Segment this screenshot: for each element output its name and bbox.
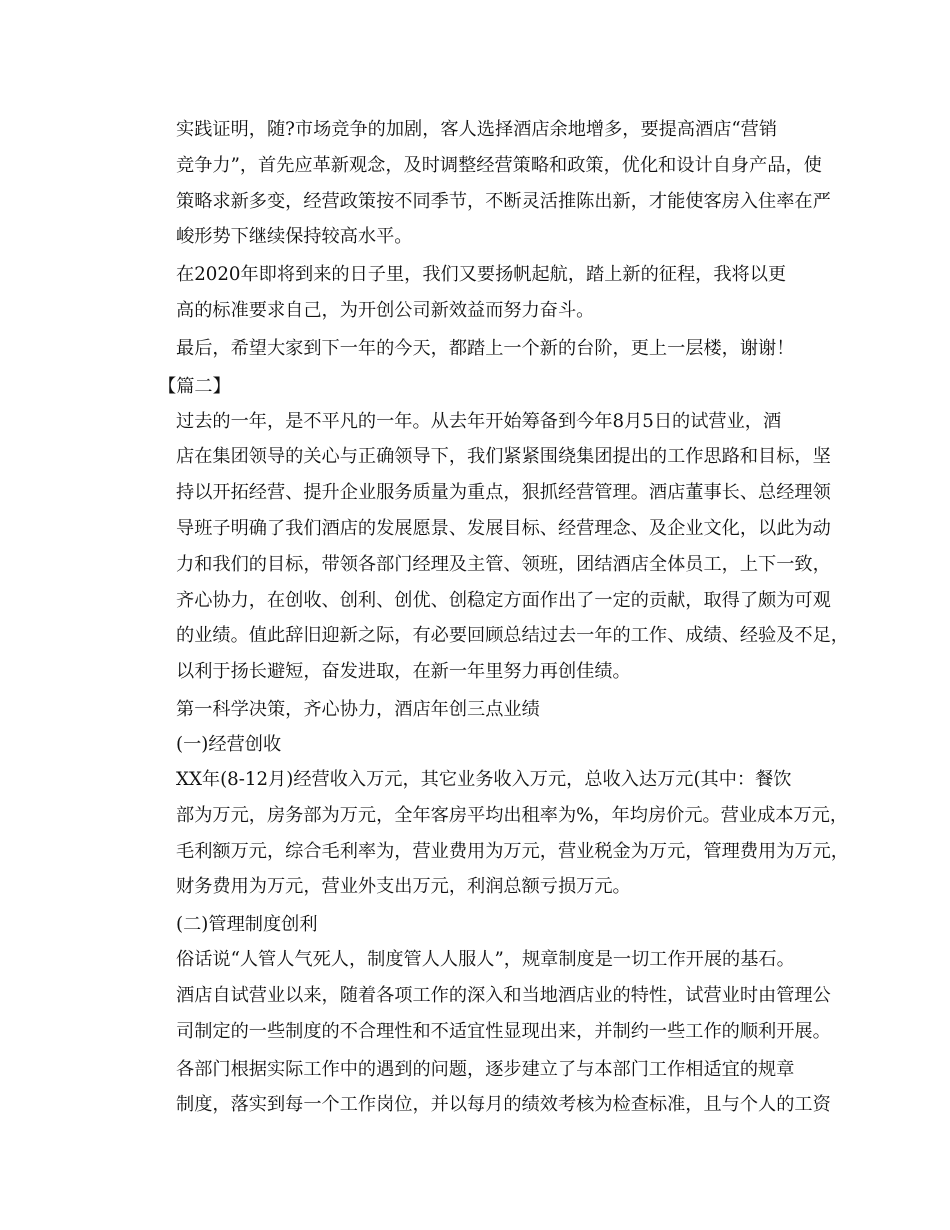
paragraph-departments xyxy=(140,1052,831,1124)
heading-first-section xyxy=(140,692,828,727)
text-line: XX年(8-12月)经营收入万元，其它业务收入万元，总收入达万元(其中：餐饮 xyxy=(176,768,792,790)
section-heading xyxy=(140,369,828,404)
subheading-text: (二)管理制度创利 xyxy=(176,914,318,936)
text-line: 导班子明确了我们酒店的发展愿景、发展目标、经营理念、及企业文化，以此为动 xyxy=(176,517,831,539)
subheading-text: (一)经营创收 xyxy=(176,733,282,755)
text-line: 在2020年即将到来的日子里，我们又要扬帆起航，踏上新的征程，我将以更 xyxy=(176,264,787,286)
text-line: 酒店自试营业以来，随着各项工作的深入和当地酒店业的特性，试营业时由管理公 xyxy=(176,984,831,1006)
text-line: 以利于扬长避短，奋发进取，在新一年里努力再创佳绩。 xyxy=(176,661,631,683)
paragraph-past-year xyxy=(140,404,849,690)
text-line: 最后，希望大家到下一年的今天，都踏上一个新的台阶，更上一层楼，谢谢！ xyxy=(176,337,795,359)
text-line: 的业绩。值此辞旧迎新之际，有必要回顾总结过去一年的工作、成绩、经验及不足， xyxy=(176,625,849,647)
paragraph-market-competition xyxy=(140,112,831,255)
text-line: 过去的一年，是不平凡的一年。从去年开始筹备到今年8月5日的试营业，酒 xyxy=(176,410,782,432)
text-line: 策略求新多变，经营政策按不同季节，不断灵活推陈出新，才能使客房入住率在严 xyxy=(176,190,831,212)
paragraph-new-year xyxy=(140,257,828,329)
text-line: 店在集团领导的关心与正确领导下，我们紧紧围绕集团提出的工作思路和目标，坚 xyxy=(176,446,831,468)
text-line: 竞争力”，首先应革新观念，及时调整经营策略和政策，优化和设计自身产品，使 xyxy=(176,154,822,176)
heading-text: 第一科学决策，齐心协力，酒店年创三点业绩 xyxy=(176,698,540,720)
text-line: 高的标准要求自己，为开创公司新效益而努力奋斗。 xyxy=(176,299,595,321)
text-line: 部为万元，房务部为万元，全年客房平均出租率为%，年均房价元。营业成本万元， xyxy=(176,804,849,826)
text-line: 力和我们的目标，带领各部门经理及主管、领班，团结酒店全体员工，上下一致， xyxy=(176,553,831,575)
text-line: 毛利额万元，综合毛利率为，营业费用为万元，营业税金为万元，管理费用为万元， xyxy=(176,840,849,862)
text-line: 峻形势下继续保持较高水平。 xyxy=(176,226,413,248)
document-page xyxy=(140,112,849,1125)
text-line: 财务费用为万元，营业外支出万元，利润总额亏损万元。 xyxy=(176,876,631,898)
paragraph-financials xyxy=(140,762,849,905)
text-line: 俗话说“人管人气死人，制度管人人服人”，规章制度是一切工作开展的基石。 xyxy=(176,949,795,971)
text-line: 齐心协力，在创收、创利、创优、创稳定方面作出了一定的贡献，取得了颇为可观 xyxy=(176,589,831,611)
paragraph-rules xyxy=(140,942,831,1049)
subheading-revenue xyxy=(140,727,828,762)
subheading-management xyxy=(140,907,828,942)
text-line: 制度，落实到每一个工作岗位，并以每月的绩效考核为检查标准，且与个人的工资 xyxy=(176,1094,831,1116)
paragraph-closing xyxy=(140,331,828,367)
text-line: 实践证明，随?市场竞争的加剧，客人选择酒店余地增多，要提高酒店“营销 xyxy=(176,119,778,140)
text-line: 持以开拓经营、提升企业服务质量为重点，狠抓经营管理。酒店董事长、总经理领 xyxy=(176,482,831,504)
text-line: 司制定的一些制度的不合理性和不适宜性显现出来，并制约一些工作的顺利开展。 xyxy=(176,1020,831,1042)
section-heading-text: 【篇二】 xyxy=(158,375,231,397)
text-line: 各部门根据实际工作中的遇到的问题，逐步建立了与本部门工作相适宜的规章 xyxy=(176,1058,795,1080)
